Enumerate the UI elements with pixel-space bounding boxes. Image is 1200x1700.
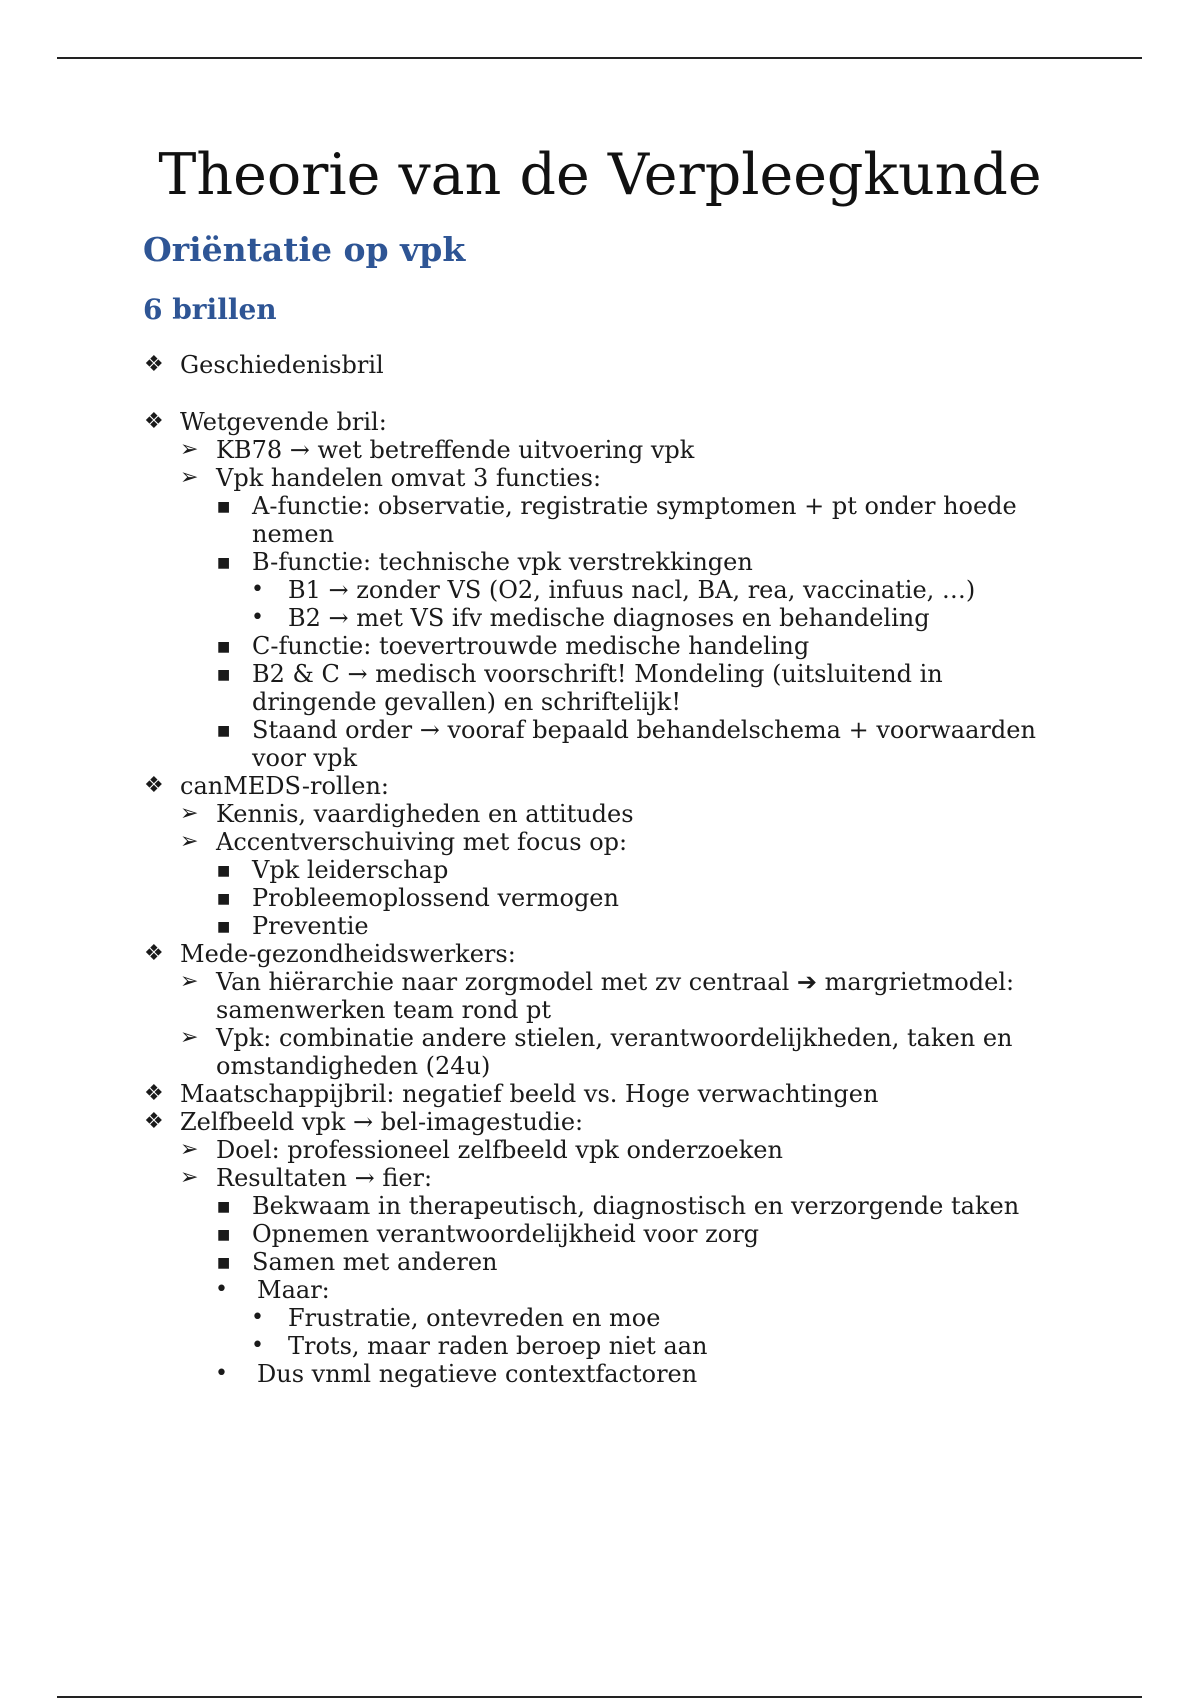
arrowhead-bullet-icon: ➢ [180, 1137, 199, 1162]
subsection-heading: 6 brillen [143, 293, 277, 326]
list-item: Trots, maar raden beroep niet aan [288, 1332, 708, 1360]
list-item: Kennis, vaardigheden en attitudes [216, 800, 634, 828]
dot-bullet-icon: • [215, 1361, 228, 1386]
list-item: Samen met anderen [252, 1248, 498, 1276]
list-item: Accentverschuiving met focus op: [216, 828, 628, 856]
list-item: Resultaten → fier: [216, 1164, 433, 1192]
arrowhead-bullet-icon: ➢ [180, 437, 199, 462]
arrowhead-bullet-icon: ➢ [180, 1165, 199, 1190]
list-item-continuation: samenwerken team rond pt [216, 996, 552, 1024]
dot-bullet-icon: • [215, 1277, 228, 1302]
section-heading: Oriëntatie op vpk [143, 230, 466, 269]
arrowhead-bullet-icon: ➢ [180, 969, 199, 994]
list-item: B2 & C → medisch voorschrift! Mondeling (uitsluitend in [252, 660, 943, 688]
list-item: KB78 → wet betreffende uitvoering vpk [216, 436, 695, 464]
list-item: Vpk handelen omvat 3 functies: [216, 464, 602, 492]
list-item: B2 → met VS ifv medische diagnoses en behandeling [288, 604, 930, 632]
square-bullet-icon: ■ [217, 723, 231, 739]
top-rule [57, 57, 1142, 59]
list-item-continuation: nemen [252, 520, 335, 548]
diamond-bullet-icon: ❖ [144, 1081, 164, 1106]
square-bullet-icon: ■ [217, 667, 231, 683]
diamond-bullet-icon: ❖ [144, 941, 164, 966]
list-item: Maar: [257, 1276, 330, 1304]
list-item: Staand order → vooraf bepaald behandelschema + voorwaarden [252, 716, 1036, 744]
square-bullet-icon: ■ [217, 1199, 231, 1215]
list-item: B-functie: technische vpk verstrekkingen [252, 548, 753, 576]
diamond-bullet-icon: ❖ [144, 352, 164, 377]
square-bullet-icon: ■ [217, 639, 231, 655]
diamond-bullet-icon: ❖ [144, 409, 164, 434]
list-item: Geschiedenisbril [180, 351, 384, 379]
arrowhead-bullet-icon: ➢ [180, 1025, 199, 1050]
list-item: Vpk: combinatie andere stielen, verantwoordelijkheden, taken en [216, 1024, 1013, 1052]
diamond-bullet-icon: ❖ [144, 1109, 164, 1134]
dot-bullet-icon: • [251, 1333, 264, 1358]
list-item-continuation: voor vpk [252, 744, 358, 772]
diamond-bullet-icon: ❖ [144, 773, 164, 798]
dot-bullet-icon: • [251, 605, 264, 630]
list-item: Wetgevende bril: [180, 408, 387, 436]
list-item: Bekwaam in therapeutisch, diagnostisch en verzorgende taken [252, 1192, 1020, 1220]
bottom-rule [57, 1696, 1142, 1698]
square-bullet-icon: ■ [217, 919, 231, 935]
list-item: Doel: professioneel zelfbeeld vpk onderzoeken [216, 1136, 783, 1164]
arrowhead-bullet-icon: ➢ [180, 465, 199, 490]
list-item: Vpk leiderschap [252, 856, 449, 884]
list-item-continuation: omstandigheden (24u) [216, 1052, 491, 1080]
list-item: canMEDS-rollen: [180, 772, 389, 800]
list-item: Preventie [252, 912, 369, 940]
square-bullet-icon: ■ [217, 555, 231, 571]
list-item: Zelfbeeld vpk → bel-imagestudie: [180, 1108, 584, 1136]
list-item: A-functie: observatie, registratie symptomen + pt onder hoede [252, 492, 1017, 520]
list-item: Van hiërarchie naar zorgmodel met zv centraal ➔ margrietmodel: [216, 968, 1015, 996]
list-item: Frustratie, ontevreden en moe [288, 1304, 661, 1332]
square-bullet-icon: ■ [217, 1255, 231, 1271]
list-item: Mede-gezondheidswerkers: [180, 940, 516, 968]
dot-bullet-icon: • [251, 1305, 264, 1330]
list-item: Opnemen verantwoordelijkheid voor zorg [252, 1220, 760, 1248]
list-item-continuation: dringende gevallen) en schriftelijk! [252, 688, 681, 716]
page-title: Theorie van de Verpleegkunde [158, 142, 1042, 208]
square-bullet-icon: ■ [217, 499, 231, 515]
list-item: Probleemoplossend vermogen [252, 884, 619, 912]
list-item: B1 → zonder VS (O2, infuus nacl, BA, rea, vaccinatie, …) [288, 576, 976, 604]
arrowhead-bullet-icon: ➢ [180, 829, 199, 854]
square-bullet-icon: ■ [217, 863, 231, 879]
dot-bullet-icon: • [251, 577, 264, 602]
square-bullet-icon: ■ [217, 1227, 231, 1243]
list-item: Maatschappijbril: negatief beeld vs. Hoge verwachtingen [180, 1080, 879, 1108]
arrowhead-bullet-icon: ➢ [180, 801, 199, 826]
square-bullet-icon: ■ [217, 891, 231, 907]
list-item: C-functie: toevertrouwde medische handeling [252, 632, 810, 660]
list-item: Dus vnml negatieve contextfactoren [257, 1360, 698, 1388]
